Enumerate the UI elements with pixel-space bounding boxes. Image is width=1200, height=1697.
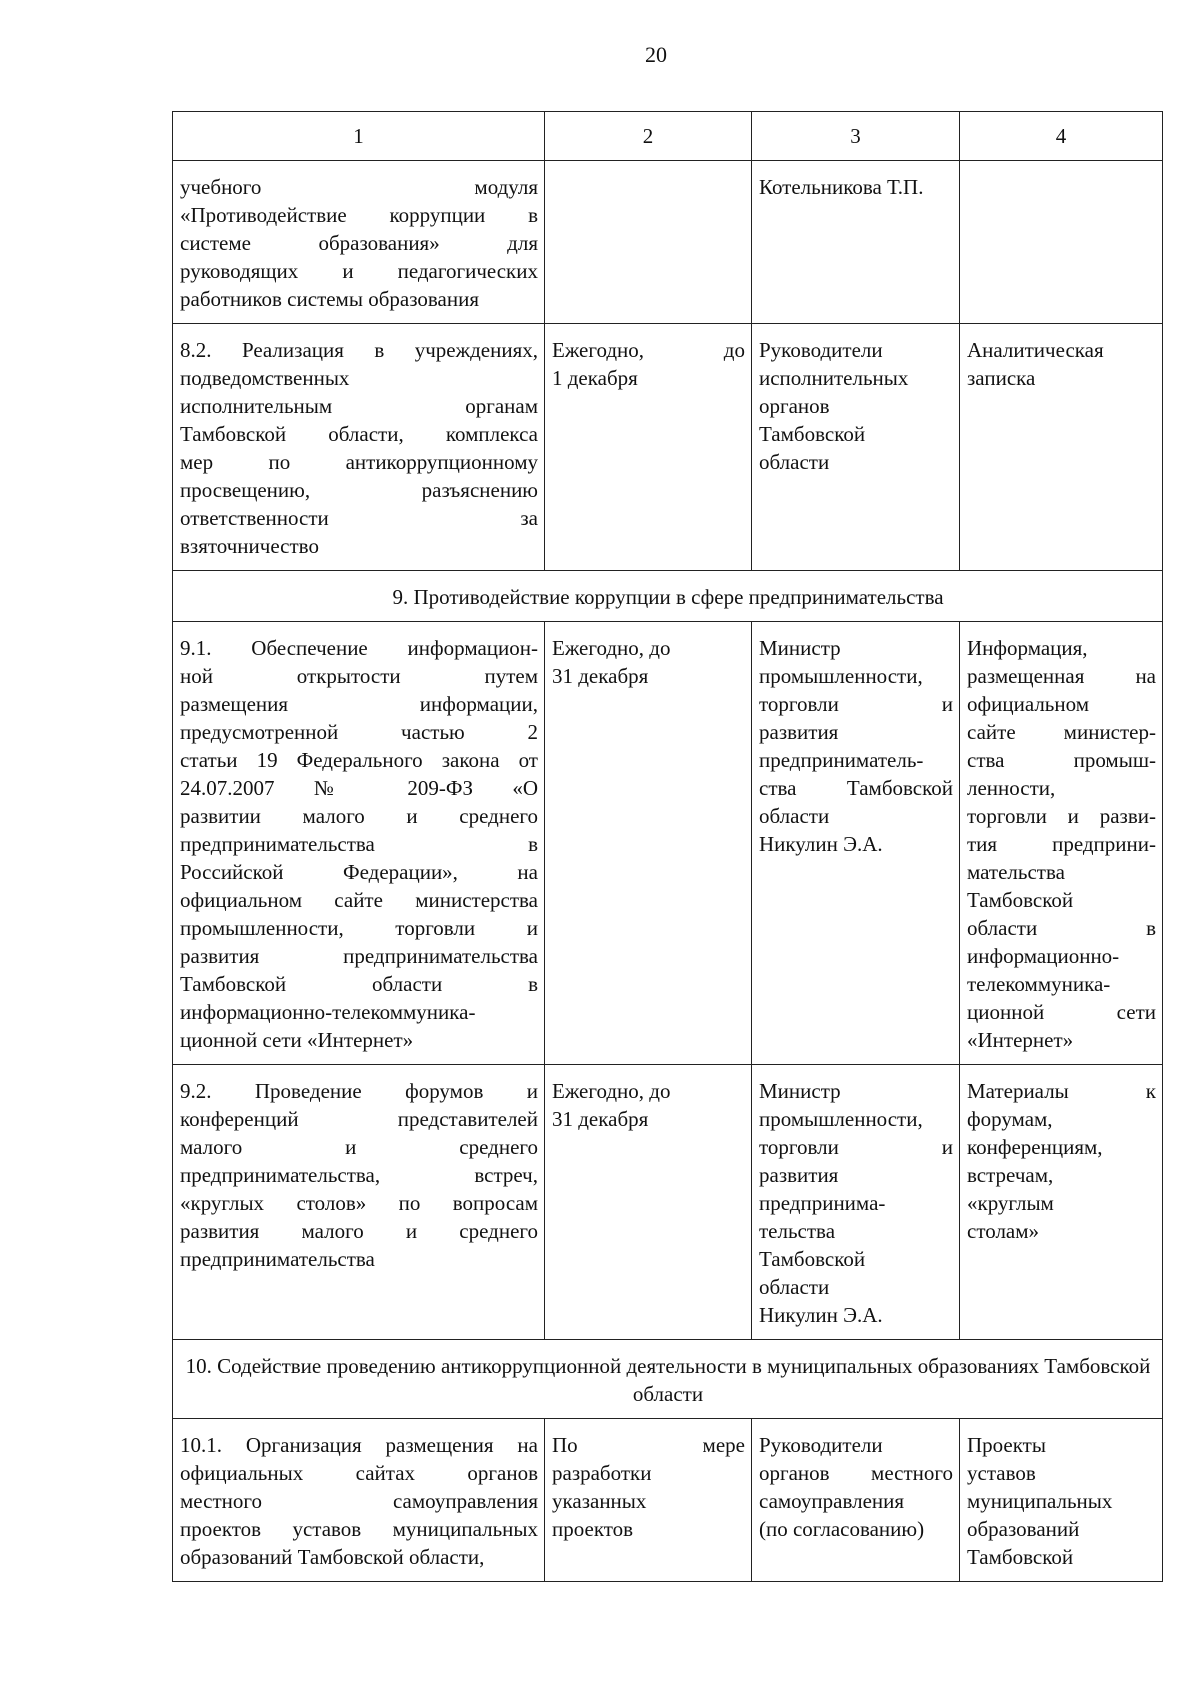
- cell-line: руководящих и педагогических: [180, 259, 538, 283]
- cell-line: Руководители: [759, 338, 883, 362]
- header-col-3: 3: [752, 112, 960, 161]
- cell-line: «круглым: [967, 1191, 1054, 1215]
- cell-line: Тамбовской: [967, 1545, 1074, 1569]
- section-heading: 9. Противодействие коррупции в сфере предпринимательства: [173, 571, 1163, 622]
- cell-line: официальных сайтах органов: [180, 1461, 538, 1485]
- cell-line: предприниматель-: [759, 748, 924, 772]
- cell-line: предусмотренной частью 2: [180, 720, 538, 744]
- cell-line: ционной сети: [967, 1000, 1156, 1024]
- cell-line: Проекты: [967, 1433, 1046, 1457]
- cell-line: Тамбовской: [967, 888, 1074, 912]
- cell-line: органов: [759, 394, 830, 418]
- cell-line: развития предпринимательства: [180, 944, 538, 968]
- cell-line: Тамбовской: [759, 422, 866, 446]
- measure-cell: [173, 1419, 545, 1582]
- cell-line: разработки: [552, 1461, 652, 1485]
- cell-line: области: [759, 804, 830, 828]
- cell-line: 9.1. Обеспечение информацион-: [180, 636, 538, 660]
- cell-line: ционной сети «Интернет»: [180, 1028, 414, 1052]
- cell-line: Никулин Э.А.: [759, 1303, 883, 1327]
- table-row: [173, 161, 1163, 324]
- responsible-cell: [752, 324, 960, 571]
- cell-line: Ежегодно, до: [552, 338, 745, 362]
- cell-line: 31 декабря: [552, 1107, 649, 1131]
- result-cell: [960, 622, 1163, 1065]
- cell-line: малого и среднего: [180, 1135, 538, 1159]
- cell-line: исполнительных: [759, 366, 909, 390]
- cell-line: просвещению, разъяснению: [180, 478, 538, 502]
- cell-line: развития: [759, 720, 839, 744]
- deadline-cell: [545, 161, 752, 324]
- cell-line: исполнительным органам: [180, 394, 538, 418]
- cell-line: Никулин Э.А.: [759, 832, 883, 856]
- cell-line: образований Тамбовской области,: [180, 1545, 485, 1569]
- result-cell: [960, 1419, 1163, 1582]
- cell-line: конференциям,: [967, 1135, 1103, 1159]
- cell-line: 24.07.2007 № 209-ФЗ «О: [180, 776, 538, 800]
- table-row: [173, 324, 1163, 571]
- cell-line: записка: [967, 366, 1036, 390]
- measure-cell: [173, 622, 545, 1065]
- cell-line: торговли и разви-: [967, 804, 1156, 828]
- cell-line: «Интернет»: [967, 1028, 1074, 1052]
- cell-line: Тамбовской области в: [180, 972, 538, 996]
- measure-cell: [173, 161, 545, 324]
- cell-line: По мере: [552, 1433, 745, 1457]
- header-col-2: 2: [545, 112, 752, 161]
- cell-line: области в: [967, 916, 1156, 940]
- cell-line: промышленности, торговли и: [180, 916, 538, 940]
- cell-line: указанных: [552, 1489, 647, 1513]
- cell-line: торговли и: [759, 692, 953, 716]
- table-row: [173, 1419, 1163, 1582]
- cell-line: Котельникова Т.П.: [759, 175, 924, 199]
- header-col-4: 4: [960, 112, 1163, 161]
- cell-line: Ежегодно, до: [552, 636, 671, 660]
- deadline-cell: [545, 1065, 752, 1340]
- cell-line: конференций представителей: [180, 1107, 538, 1131]
- cell-line: муниципальных: [967, 1489, 1113, 1513]
- table-row: [173, 1065, 1163, 1340]
- cell-line: 31 декабря: [552, 664, 649, 688]
- cell-line: Аналитическая: [967, 338, 1104, 362]
- cell-line: развитии малого и среднего: [180, 804, 538, 828]
- cell-line: образований: [967, 1517, 1080, 1541]
- cell-line: Министр: [759, 1079, 841, 1103]
- responsible-cell: [752, 1065, 960, 1340]
- measures-table: [172, 111, 1163, 1582]
- cell-line: Тамбовской: [759, 1247, 866, 1271]
- cell-line: предпринимательства в: [180, 832, 538, 856]
- cell-line: проектов уставов муниципальных: [180, 1517, 538, 1541]
- cell-line: торговли и: [759, 1135, 953, 1159]
- measure-cell: [173, 324, 545, 571]
- responsible-cell: [752, 161, 960, 324]
- cell-line: встречам,: [967, 1163, 1054, 1187]
- cell-line: официальном сайте министерства: [180, 888, 538, 912]
- cell-line: ства промыш-: [967, 748, 1156, 772]
- cell-line: столам»: [967, 1219, 1040, 1243]
- cell-line: взяточничество: [180, 534, 319, 558]
- cell-line: системе образования» для: [180, 231, 538, 255]
- cell-line: Тамбовской области, комплекса: [180, 422, 538, 446]
- measure-cell: [173, 1065, 545, 1340]
- deadline-cell: [545, 324, 752, 571]
- cell-line: официальном: [967, 692, 1090, 716]
- section-heading-row: [173, 1340, 1163, 1419]
- cell-line: уставов: [967, 1461, 1036, 1485]
- cell-line: развития малого и среднего: [180, 1219, 538, 1243]
- cell-line: области: [759, 450, 830, 474]
- cell-line: предпринимательства: [180, 1247, 375, 1271]
- result-cell: [960, 161, 1163, 324]
- cell-line: Министр: [759, 636, 841, 660]
- section-heading: 10. Содействие проведению антикоррупционной деятельности в муниципальных образованиях Тамбовской области: [173, 1340, 1163, 1419]
- cell-line: промышленности,: [759, 664, 923, 688]
- cell-line: Российской Федерации», на: [180, 860, 538, 884]
- cell-line: предпринимательства, встреч,: [180, 1163, 538, 1187]
- responsible-cell: [752, 1419, 960, 1582]
- cell-line: промышленности,: [759, 1107, 923, 1131]
- cell-line: 10.1. Организация размещения на: [180, 1433, 538, 1457]
- cell-line: тия предприни-: [967, 832, 1156, 856]
- cell-line: размещения информации,: [180, 692, 538, 716]
- cell-line: тельства: [759, 1219, 836, 1243]
- table-body: [173, 112, 1163, 1582]
- cell-line: 1 декабря: [552, 366, 638, 390]
- cell-line: (по согласованию): [759, 1517, 925, 1541]
- cell-line: ства Тамбовской: [759, 776, 953, 800]
- table-row: [173, 622, 1163, 1065]
- cell-line: Материалы к: [967, 1079, 1156, 1103]
- cell-line: 9.2. Проведение форумов и: [180, 1079, 538, 1103]
- deadline-cell: [545, 622, 752, 1065]
- cell-line: сайте министер-: [967, 720, 1156, 744]
- cell-line: «Противодействие коррупции в: [180, 203, 538, 227]
- section-heading-row: [173, 571, 1163, 622]
- header-col-1: 1: [173, 112, 545, 161]
- cell-line: Ежегодно, до: [552, 1079, 671, 1103]
- cell-line: информационно-телекоммуника-: [180, 1000, 476, 1024]
- cell-line: мательства: [967, 860, 1065, 884]
- cell-line: предпринима-: [759, 1191, 886, 1215]
- cell-line: информационно-: [967, 944, 1120, 968]
- cell-line: 8.2. Реализация в учреждениях,: [180, 338, 538, 362]
- cell-line: форумам,: [967, 1107, 1053, 1131]
- table-header-row: [173, 112, 1163, 161]
- deadline-cell: [545, 1419, 752, 1582]
- page-number: 20: [645, 42, 667, 67]
- cell-line: области: [759, 1275, 830, 1299]
- cell-line: ленности,: [967, 776, 1056, 800]
- cell-line: ответственности за: [180, 506, 538, 530]
- responsible-cell: [752, 622, 960, 1065]
- cell-line: Руководители: [759, 1433, 883, 1457]
- cell-line: мер по антикоррупционному: [180, 450, 538, 474]
- cell-line: проектов: [552, 1517, 634, 1541]
- cell-line: телекоммуника-: [967, 972, 1111, 996]
- cell-line: подведомственных: [180, 366, 350, 390]
- result-cell: [960, 324, 1163, 571]
- cell-line: ной открытости путем: [180, 664, 538, 688]
- cell-line: органов местного: [759, 1461, 953, 1485]
- cell-line: статьи 19 Федерального закона от: [180, 748, 538, 772]
- cell-line: учебного модуля: [180, 175, 538, 199]
- cell-line: работников системы образования: [180, 287, 479, 311]
- cell-line: размещенная на: [967, 664, 1156, 688]
- cell-line: «круглых столов» по вопросам: [180, 1191, 538, 1215]
- result-cell: [960, 1065, 1163, 1340]
- cell-line: самоуправления: [759, 1489, 905, 1513]
- cell-line: местного самоуправления: [180, 1489, 538, 1513]
- cell-line: Информация,: [967, 636, 1088, 660]
- cell-line: развития: [759, 1163, 839, 1187]
